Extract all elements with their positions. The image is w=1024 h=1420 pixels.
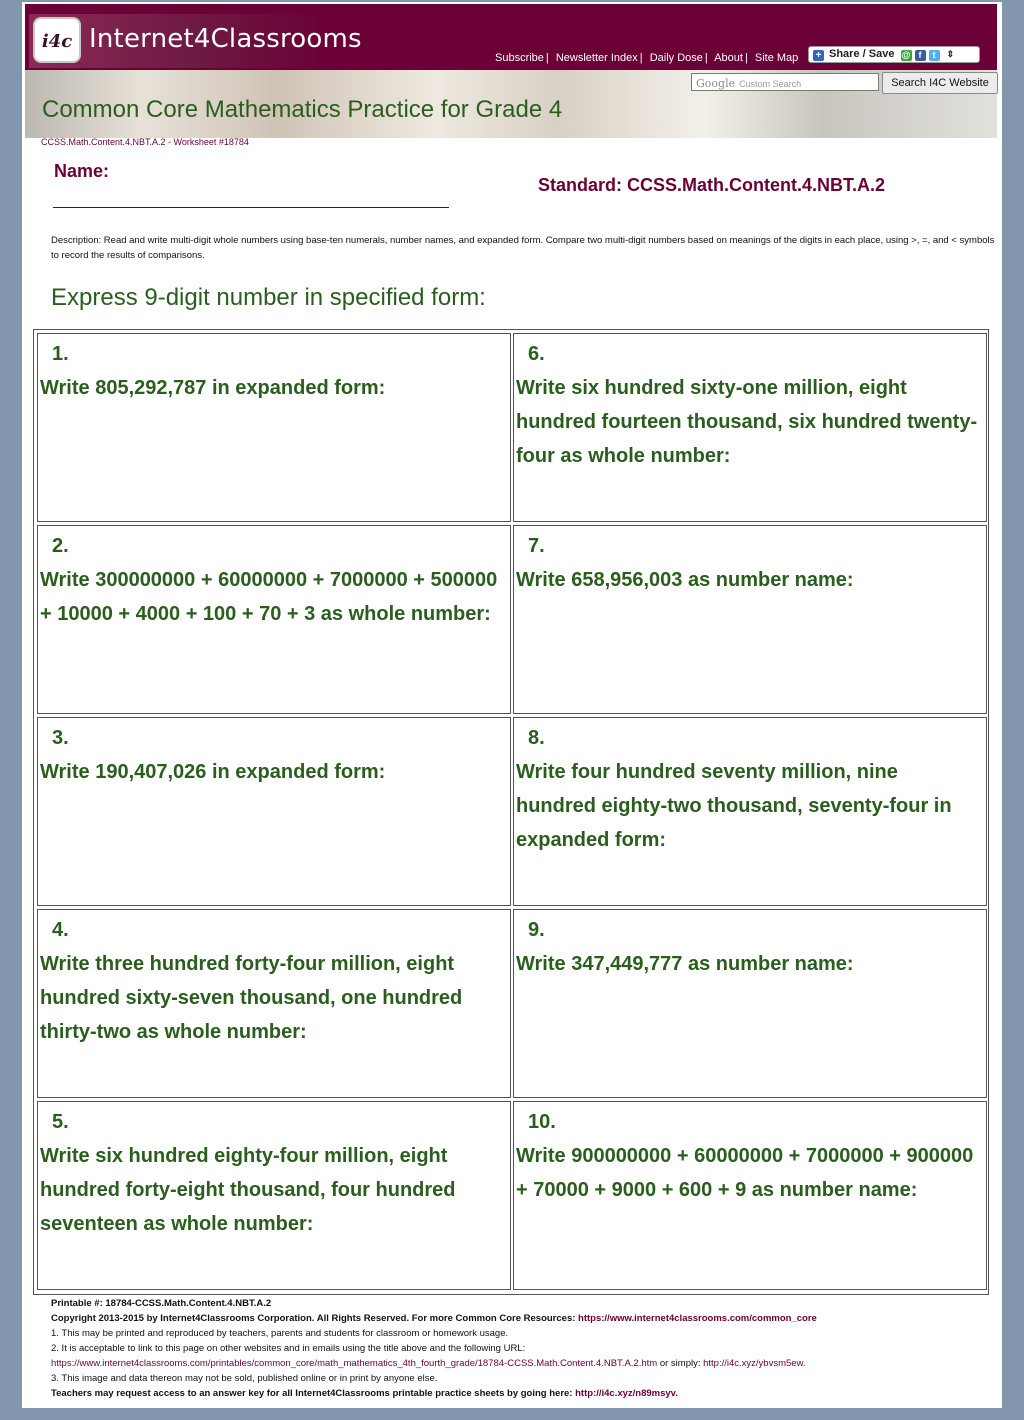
usage-note-1: 1. This may be printed and reproduced by teachers, parents and students for classroom or homework usage. <box>51 1328 509 1339</box>
footer <box>51 1296 995 1401</box>
description-text: Description: Read and write multi-digit whole numbers using base-ten numerals, number names, and expanded form. Compare two multi-digit numbers based on meanings of the digits in each place, using >, =, and < symbols to record the results of comparisons. <box>51 235 995 261</box>
question-cell-5 <box>37 1101 511 1290</box>
question-text: Write six hundred sixty-one million, eight hundred fourteen thousand, six hundred twenty-four as whole number: <box>516 377 978 467</box>
worksheet-url-line <box>51 1356 995 1371</box>
question-cell-3 <box>37 717 511 906</box>
worksheet-reference: CCSS.Math.Content.4.NBT.A.2 - Worksheet #18784 <box>41 137 249 147</box>
copyright-line <box>51 1311 995 1326</box>
question-cell-9 <box>513 909 987 1098</box>
site-logo-text: Internet4Classrooms <box>89 24 362 54</box>
worksheet-page <box>22 2 1002 1408</box>
question-number: 2. <box>52 535 69 557</box>
name-label: Name: <box>54 161 110 181</box>
question-text: Write 347,449,777 as number name: <box>516 953 854 975</box>
question-number: 8. <box>528 727 545 749</box>
nav-about[interactable]: About <box>714 52 743 64</box>
plus-icon: + <box>813 50 824 61</box>
or-simply-text: or simply: <box>657 1358 704 1369</box>
share-save-button[interactable] <box>808 46 980 63</box>
search-placeholder: Custom Search <box>739 79 802 89</box>
worksheet-short-link[interactable]: http://i4c.xyz/ybvsm5ew. <box>703 1358 806 1369</box>
usage-note-2: 2. It is acceptable to link to this page on other websites and in emails using the title above and the following URL: <box>51 1343 526 1354</box>
site-banner <box>25 4 997 70</box>
share-save-label: Share / Save <box>829 48 895 60</box>
answer-key-line <box>51 1386 995 1401</box>
copyright-text: Copyright 2013-2015 by Internet4Classrooms Corporation. All Rights Reserved. For more Common Core Resources: <box>51 1313 576 1324</box>
question-number: 5. <box>52 1111 69 1133</box>
question-cell-1 <box>37 333 511 522</box>
chevron-updown-icon: ⇕ <box>946 49 955 59</box>
question-cell-4 <box>37 909 511 1098</box>
question-cell-10 <box>513 1101 987 1290</box>
question-number: 9. <box>528 919 545 941</box>
question-text: Write four hundred seventy million, nine hundred eighty-two thousand, seventy-four in expanded form: <box>516 761 952 851</box>
nav-site-map[interactable]: Site Map <box>754 52 799 64</box>
answer-key-text: Teachers may request access to an answer key for all Internet4Classrooms printable practice sheets by going here: <box>51 1388 573 1399</box>
question-number: 6. <box>528 343 545 365</box>
question-text: Write 300000000 + 60000000 + 7000000 + 500000 + 10000 + 4000 + 100 + 70 + 3 as whole number: <box>40 569 498 625</box>
question-cell-7 <box>513 525 987 714</box>
top-nav: Subscribe | Newsletter Index | Daily Dose | About | Site Map <box>495 52 799 64</box>
question-text: Write six hundred eighty-four million, eight hundred forty-eight thousand, four hundred seventeen as whole number: <box>40 1145 456 1235</box>
nav-subscribe[interactable]: Subscribe <box>495 52 544 64</box>
google-logo: Google <box>696 77 736 90</box>
printable-number: Printable #: 18784-CCSS.Math.Content.4.NBT.A.2 <box>51 1298 272 1309</box>
usage-note-3: 3. This image and data thereon may not be sold, published online or in print by anyone else. <box>51 1373 438 1384</box>
question-text: Write 658,956,003 as number name: <box>516 569 854 591</box>
answer-key-link[interactable]: http://i4c.xyz/n89msyv. <box>575 1388 678 1399</box>
worksheet-long-link[interactable]: https://www.internet4classrooms.com/printables/common_core/math_mathematics_4th_fourth_grade/18784-CCSS.Math.Content.4.NBT.A.2.htm <box>51 1358 658 1369</box>
hero-header <box>25 70 997 138</box>
page-title: Common Core Mathematics Practice for Grade 4 <box>42 96 563 123</box>
question-text: Write 190,407,026 in expanded form: <box>40 761 386 783</box>
question-cell-8 <box>513 717 987 906</box>
question-number: 4. <box>52 919 69 941</box>
common-core-link[interactable]: https://www.internet4classrooms.com/common_core <box>578 1313 817 1324</box>
question-number: 7. <box>528 535 545 557</box>
question-cell-2 <box>37 525 511 714</box>
instruction-heading: Express 9-digit number in specified form: <box>51 284 486 311</box>
question-number: 1. <box>52 343 69 365</box>
search-input[interactable] <box>691 73 879 91</box>
email-share-icon: @ <box>901 50 911 60</box>
site-logo[interactable] <box>29 14 362 68</box>
nav-daily-dose[interactable]: Daily Dose <box>649 52 703 64</box>
twitter-icon: t <box>929 50 940 61</box>
facebook-icon: f <box>915 50 926 61</box>
i4c-logo-icon: i4c <box>33 17 81 63</box>
question-number: 3. <box>52 727 69 749</box>
question-number: 10. <box>528 1111 556 1133</box>
name-blank-line <box>53 207 449 208</box>
question-text: Write 805,292,787 in expanded form: <box>40 377 386 399</box>
nav-newsletter-index[interactable]: Newsletter Index <box>555 52 638 64</box>
standard-label: Standard: CCSS.Math.Content.4.NBT.A.2 <box>538 175 886 195</box>
question-text: Write three hundred forty-four million, eight hundred sixty-seven thousand, one hundred thirty-two as whole number: <box>40 953 463 1043</box>
question-text: Write 900000000 + 60000000 + 7000000 + 900000 + 70000 + 9000 + 600 + 9 as number name: <box>516 1145 974 1201</box>
search-button[interactable]: Search I4C Website <box>882 72 998 94</box>
questions-table <box>33 329 989 1295</box>
question-cell-6 <box>513 333 987 522</box>
